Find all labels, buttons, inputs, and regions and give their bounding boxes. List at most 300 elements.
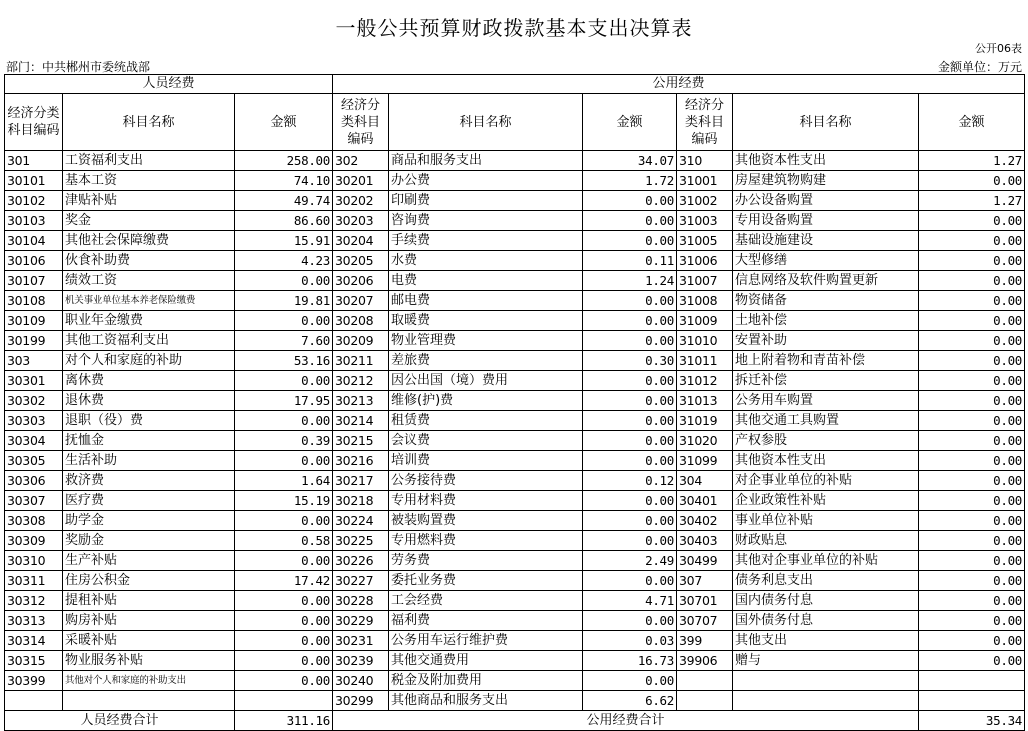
item-amount: 1.64 (235, 471, 333, 491)
item-amount: 0.00 (235, 671, 333, 691)
item-amount: 0.00 (919, 251, 1025, 271)
group-personnel: 人员经费 (5, 75, 333, 94)
item-code: 399 (677, 631, 733, 651)
item-amount: 0.00 (919, 171, 1025, 191)
item-name: 企业政策性补贴 (733, 491, 919, 511)
item-name: 电费 (389, 271, 583, 291)
item-amount: 0.00 (919, 371, 1025, 391)
form-code: 公开06表 (975, 42, 1022, 55)
item-amount: 0.00 (235, 411, 333, 431)
item-name: 奖励金 (63, 531, 235, 551)
item-code: 30308 (5, 511, 63, 531)
item-amount: 0.00 (919, 431, 1025, 451)
item-amount: 0.00 (919, 331, 1025, 351)
item-code: 30204 (333, 231, 389, 251)
item-amount: 0.00 (919, 411, 1025, 431)
public-total-value: 35.34 (919, 711, 1025, 731)
personnel-total-label: 人员经费合计 (5, 711, 235, 731)
item-code: 31007 (677, 271, 733, 291)
item-name: 手续费 (389, 231, 583, 251)
header-amount: 金额 (235, 94, 333, 151)
item-amount: 4.71 (583, 591, 677, 611)
item-amount: 53.16 (235, 351, 333, 371)
item-code: 30109 (5, 311, 63, 331)
item-code: 39906 (677, 651, 733, 671)
item-name: 物业管理费 (389, 331, 583, 351)
item-amount: 0.00 (235, 451, 333, 471)
item-code: 31002 (677, 191, 733, 211)
item-name: 生产补贴 (63, 551, 235, 571)
item-name: 基础设施建设 (733, 231, 919, 251)
item-code: 30201 (333, 171, 389, 191)
item-amount: 0.00 (583, 531, 677, 551)
item-name: 提租补贴 (63, 591, 235, 611)
item-amount: 1.27 (919, 151, 1025, 171)
header-amount: 金额 (919, 94, 1025, 151)
item-code: 30211 (333, 351, 389, 371)
table-row (5, 571, 1025, 591)
item-code: 30312 (5, 591, 63, 611)
item-amount: 0.00 (919, 631, 1025, 651)
item-name: 退职（役）费 (63, 411, 235, 431)
item-amount: 19.81 (235, 291, 333, 311)
item-name: 绩效工资 (63, 271, 235, 291)
item-amount: 0.00 (919, 651, 1025, 671)
item-code (677, 691, 733, 711)
item-name: 医疗费 (63, 491, 235, 511)
table-row (5, 611, 1025, 631)
item-name: 物资储备 (733, 291, 919, 311)
item-name: 地上附着物和青苗补偿 (733, 351, 919, 371)
table-row (5, 451, 1025, 471)
item-name: 委托业务费 (389, 571, 583, 591)
item-code: 30224 (333, 511, 389, 531)
item-code: 31019 (677, 411, 733, 431)
item-code: 30301 (5, 371, 63, 391)
item-amount: 0.00 (583, 451, 677, 471)
item-name: 信息网络及软件购置更新 (733, 271, 919, 291)
item-amount: 0.58 (235, 531, 333, 551)
item-code: 31009 (677, 311, 733, 331)
item-name: 津贴补贴 (63, 191, 235, 211)
item-amount: 258.00 (235, 151, 333, 171)
item-name: 公务接待费 (389, 471, 583, 491)
item-amount: 0.00 (919, 531, 1025, 551)
item-name: 机关事业单位基本养老保险缴费 (63, 291, 235, 311)
item-amount: 0.00 (919, 311, 1025, 331)
item-code: 30205 (333, 251, 389, 271)
header-amount: 金额 (583, 94, 677, 151)
item-amount: 0.00 (583, 311, 677, 331)
item-name: 因公出国（境）费用 (389, 371, 583, 391)
item-code: 30104 (5, 231, 63, 251)
item-code: 30303 (5, 411, 63, 431)
item-code: 30213 (333, 391, 389, 411)
item-amount (235, 691, 333, 711)
item-amount: 0.00 (583, 231, 677, 251)
item-amount: 0.00 (919, 451, 1025, 471)
item-code: 30103 (5, 211, 63, 231)
item-code: 30199 (5, 331, 63, 351)
item-name: 其他工资福利支出 (63, 331, 235, 351)
item-code: 30240 (333, 671, 389, 691)
item-name: 被装购置费 (389, 511, 583, 531)
item-amount: 0.00 (919, 231, 1025, 251)
table-row (5, 351, 1025, 371)
item-name: 会议费 (389, 431, 583, 451)
item-code: 30305 (5, 451, 63, 471)
item-code: 30107 (5, 271, 63, 291)
item-amount: 0.00 (583, 331, 677, 351)
table-row (5, 231, 1025, 251)
item-name: 物业服务补贴 (63, 651, 235, 671)
item-code: 30302 (5, 391, 63, 411)
item-name: 印刷费 (389, 191, 583, 211)
item-name (63, 691, 235, 711)
item-amount: 17.42 (235, 571, 333, 591)
item-amount: 0.00 (583, 671, 677, 691)
group-public: 公用经费 (333, 75, 1025, 94)
item-name: 国内债务付息 (733, 591, 919, 611)
item-code: 30403 (677, 531, 733, 551)
item-name: 办公设备购置 (733, 191, 919, 211)
item-name: 奖金 (63, 211, 235, 231)
item-code: 31010 (677, 331, 733, 351)
item-code: 30299 (333, 691, 389, 711)
item-code: 30225 (333, 531, 389, 551)
item-name: 基本工资 (63, 171, 235, 191)
item-code: 30402 (677, 511, 733, 531)
item-code: 31012 (677, 371, 733, 391)
table-row (5, 371, 1025, 391)
table-row (5, 211, 1025, 231)
item-code: 30102 (5, 191, 63, 211)
item-code: 30217 (333, 471, 389, 491)
item-amount: 7.60 (235, 331, 333, 351)
item-code: 310 (677, 151, 733, 171)
item-code: 30202 (333, 191, 389, 211)
item-code: 301 (5, 151, 63, 171)
item-code: 31013 (677, 391, 733, 411)
item-name: 购房补贴 (63, 611, 235, 631)
table-row (5, 251, 1025, 271)
item-amount (919, 671, 1025, 691)
item-code: 31003 (677, 211, 733, 231)
item-code: 30311 (5, 571, 63, 591)
item-code: 30207 (333, 291, 389, 311)
item-code (5, 691, 63, 711)
item-amount: 0.00 (919, 211, 1025, 231)
item-amount: 0.00 (235, 651, 333, 671)
item-amount: 0.00 (583, 211, 677, 231)
personnel-total-value: 311.16 (235, 711, 333, 731)
item-amount: 0.39 (235, 431, 333, 451)
group-header-row (5, 75, 1025, 94)
item-code: 30229 (333, 611, 389, 631)
table-row (5, 171, 1025, 191)
department-label: 部门：中共郴州市委统战部 (6, 60, 151, 74)
item-code: 30216 (333, 451, 389, 471)
item-code: 30108 (5, 291, 63, 311)
table-row (5, 471, 1025, 491)
item-amount: 0.00 (919, 271, 1025, 291)
item-code: 304 (677, 471, 733, 491)
item-amount: 16.73 (583, 651, 677, 671)
item-code: 31011 (677, 351, 733, 371)
table-row (5, 331, 1025, 351)
item-amount: 0.00 (235, 271, 333, 291)
item-name: 对个人和家庭的补助 (63, 351, 235, 371)
table-row (5, 551, 1025, 571)
item-amount: 0.00 (583, 511, 677, 531)
item-amount: 0.03 (583, 631, 677, 651)
item-name: 取暖费 (389, 311, 583, 331)
item-code: 30208 (333, 311, 389, 331)
item-amount: 0.00 (583, 611, 677, 631)
item-name: 专用燃料费 (389, 531, 583, 551)
item-name: 其他商品和服务支出 (389, 691, 583, 711)
table-row (5, 151, 1025, 171)
item-name: 其他对个人和家庭的补助支出 (63, 671, 235, 691)
item-amount: 0.00 (583, 191, 677, 211)
header-code: 经济分类科目编码 (677, 94, 733, 151)
header-code: 经济分类科目编码 (5, 94, 63, 151)
item-code (677, 671, 733, 691)
item-name: 生活补助 (63, 451, 235, 471)
item-name: 助学金 (63, 511, 235, 531)
item-amount: 0.00 (919, 591, 1025, 611)
item-amount: 0.00 (919, 491, 1025, 511)
item-code: 31020 (677, 431, 733, 451)
item-amount: 34.07 (583, 151, 677, 171)
item-name: 抚恤金 (63, 431, 235, 451)
item-amount: 0.00 (583, 491, 677, 511)
item-amount: 0.00 (235, 371, 333, 391)
item-amount: 0.00 (919, 551, 1025, 571)
item-amount: 0.00 (235, 591, 333, 611)
item-amount: 0.00 (583, 371, 677, 391)
item-name: 其他社会保障缴费 (63, 231, 235, 251)
item-name: 财政贴息 (733, 531, 919, 551)
item-code: 303 (5, 351, 63, 371)
item-code: 30218 (333, 491, 389, 511)
item-amount: 0.00 (919, 611, 1025, 631)
item-name: 职业年金缴费 (63, 311, 235, 331)
item-amount: 1.72 (583, 171, 677, 191)
item-code: 30707 (677, 611, 733, 631)
item-amount (919, 691, 1025, 711)
item-name: 住房公积金 (63, 571, 235, 591)
item-amount: 2.49 (583, 551, 677, 571)
item-amount: 0.00 (583, 391, 677, 411)
table-row (5, 671, 1025, 691)
item-amount: 0.00 (583, 571, 677, 591)
item-name: 退休费 (63, 391, 235, 411)
item-name: 其他资本性支出 (733, 151, 919, 171)
item-amount: 15.91 (235, 231, 333, 251)
header-name: 科目名称 (63, 94, 235, 151)
public-total-label: 公用经费合计 (333, 711, 919, 731)
header-code: 经济分类科目编码 (333, 94, 389, 151)
item-name: 公务用车购置 (733, 391, 919, 411)
item-amount: 1.27 (919, 191, 1025, 211)
item-name: 对企事业单位的补贴 (733, 471, 919, 491)
item-name: 工会经费 (389, 591, 583, 611)
item-code: 30401 (677, 491, 733, 511)
unit-label: 金额单位：万元 (937, 60, 1022, 74)
item-name: 差旅费 (389, 351, 583, 371)
item-name: 拆迁补偿 (733, 371, 919, 391)
item-amount: 0.12 (583, 471, 677, 491)
item-code: 30306 (5, 471, 63, 491)
item-amount: 0.00 (919, 511, 1025, 531)
item-name: 专用材料费 (389, 491, 583, 511)
item-name: 国外债务付息 (733, 611, 919, 631)
item-code: 30212 (333, 371, 389, 391)
item-name: 公务用车运行维护费 (389, 631, 583, 651)
item-name (733, 671, 919, 691)
item-amount: 1.24 (583, 271, 677, 291)
item-amount: 74.10 (235, 171, 333, 191)
item-name: 土地补偿 (733, 311, 919, 331)
item-amount: 6.62 (583, 691, 677, 711)
item-name: 办公费 (389, 171, 583, 191)
item-amount: 4.23 (235, 251, 333, 271)
item-name: 房屋建筑物购建 (733, 171, 919, 191)
item-name: 工资福利支出 (63, 151, 235, 171)
item-amount: 0.00 (583, 291, 677, 311)
item-name: 专用设备购置 (733, 211, 919, 231)
item-amount: 0.00 (235, 611, 333, 631)
item-name: 劳务费 (389, 551, 583, 571)
item-name: 大型修缮 (733, 251, 919, 271)
table-row (5, 511, 1025, 531)
table-row (5, 311, 1025, 331)
table-row (5, 691, 1025, 711)
item-name: 其他交通工具购置 (733, 411, 919, 431)
item-code: 30315 (5, 651, 63, 671)
item-name: 离休费 (63, 371, 235, 391)
item-code: 302 (333, 151, 389, 171)
item-code: 30307 (5, 491, 63, 511)
item-code: 31005 (677, 231, 733, 251)
item-name: 水费 (389, 251, 583, 271)
item-amount: 49.74 (235, 191, 333, 211)
table-row (5, 591, 1025, 611)
item-name: 维修(护)费 (389, 391, 583, 411)
item-code: 30304 (5, 431, 63, 451)
item-amount: 86.60 (235, 211, 333, 231)
item-amount: 0.00 (919, 391, 1025, 411)
item-code: 31099 (677, 451, 733, 471)
table-row (5, 191, 1025, 211)
item-amount: 0.00 (919, 571, 1025, 591)
item-code: 30215 (333, 431, 389, 451)
item-amount: 0.00 (583, 431, 677, 451)
item-code: 30228 (333, 591, 389, 611)
item-name: 事业单位补贴 (733, 511, 919, 531)
item-name: 培训费 (389, 451, 583, 471)
item-name: 商品和服务支出 (389, 151, 583, 171)
table-row (5, 271, 1025, 291)
item-amount: 0.00 (919, 291, 1025, 311)
item-name: 其他资本性支出 (733, 451, 919, 471)
item-code: 30499 (677, 551, 733, 571)
header-name: 科目名称 (733, 94, 919, 151)
item-code: 30309 (5, 531, 63, 551)
item-code: 30239 (333, 651, 389, 671)
item-amount: 17.95 (235, 391, 333, 411)
column-header-row (5, 94, 1025, 151)
item-code: 30313 (5, 611, 63, 631)
item-name: 其他交通费用 (389, 651, 583, 671)
table-row (5, 431, 1025, 451)
item-amount: 0.00 (583, 411, 677, 431)
table-row (5, 491, 1025, 511)
table-row (5, 291, 1025, 311)
item-code: 30227 (333, 571, 389, 591)
item-name: 伙食补助费 (63, 251, 235, 271)
item-code: 307 (677, 571, 733, 591)
item-code: 30231 (333, 631, 389, 651)
table-row (5, 411, 1025, 431)
item-code: 30106 (5, 251, 63, 271)
item-name: 救济费 (63, 471, 235, 491)
item-name (733, 691, 919, 711)
item-name: 采暖补贴 (63, 631, 235, 651)
item-name: 福利费 (389, 611, 583, 631)
item-code: 30101 (5, 171, 63, 191)
item-code: 30226 (333, 551, 389, 571)
item-code: 30203 (333, 211, 389, 231)
item-name: 税金及附加费用 (389, 671, 583, 691)
item-amount: 0.11 (583, 251, 677, 271)
item-code: 30214 (333, 411, 389, 431)
item-amount: 0.00 (235, 311, 333, 331)
item-name: 债务利息支出 (733, 571, 919, 591)
item-name: 其他对企事业单位的补贴 (733, 551, 919, 571)
item-code: 31001 (677, 171, 733, 191)
expenditure-table (4, 74, 1025, 731)
table-row (5, 631, 1025, 651)
page-title: 一般公共预算财政拨款基本支出决算表 (335, 16, 693, 40)
item-code: 30399 (5, 671, 63, 691)
table-row (5, 391, 1025, 411)
item-code: 31006 (677, 251, 733, 271)
item-code: 30206 (333, 271, 389, 291)
item-name: 咨询费 (389, 211, 583, 231)
item-name: 其他支出 (733, 631, 919, 651)
item-code: 30701 (677, 591, 733, 611)
item-amount: 0.00 (919, 471, 1025, 491)
table-row (5, 531, 1025, 551)
item-amount: 0.00 (235, 511, 333, 531)
item-name: 租赁费 (389, 411, 583, 431)
item-name: 邮电费 (389, 291, 583, 311)
item-amount: 15.19 (235, 491, 333, 511)
item-amount: 0.00 (235, 631, 333, 651)
item-name: 安置补助 (733, 331, 919, 351)
item-code: 30209 (333, 331, 389, 351)
header-name: 科目名称 (389, 94, 583, 151)
item-amount: 0.00 (235, 551, 333, 571)
item-code: 30314 (5, 631, 63, 651)
item-code: 31008 (677, 291, 733, 311)
item-amount: 0.00 (919, 351, 1025, 371)
item-name: 产权参股 (733, 431, 919, 451)
item-name: 赠与 (733, 651, 919, 671)
table-row (5, 651, 1025, 671)
